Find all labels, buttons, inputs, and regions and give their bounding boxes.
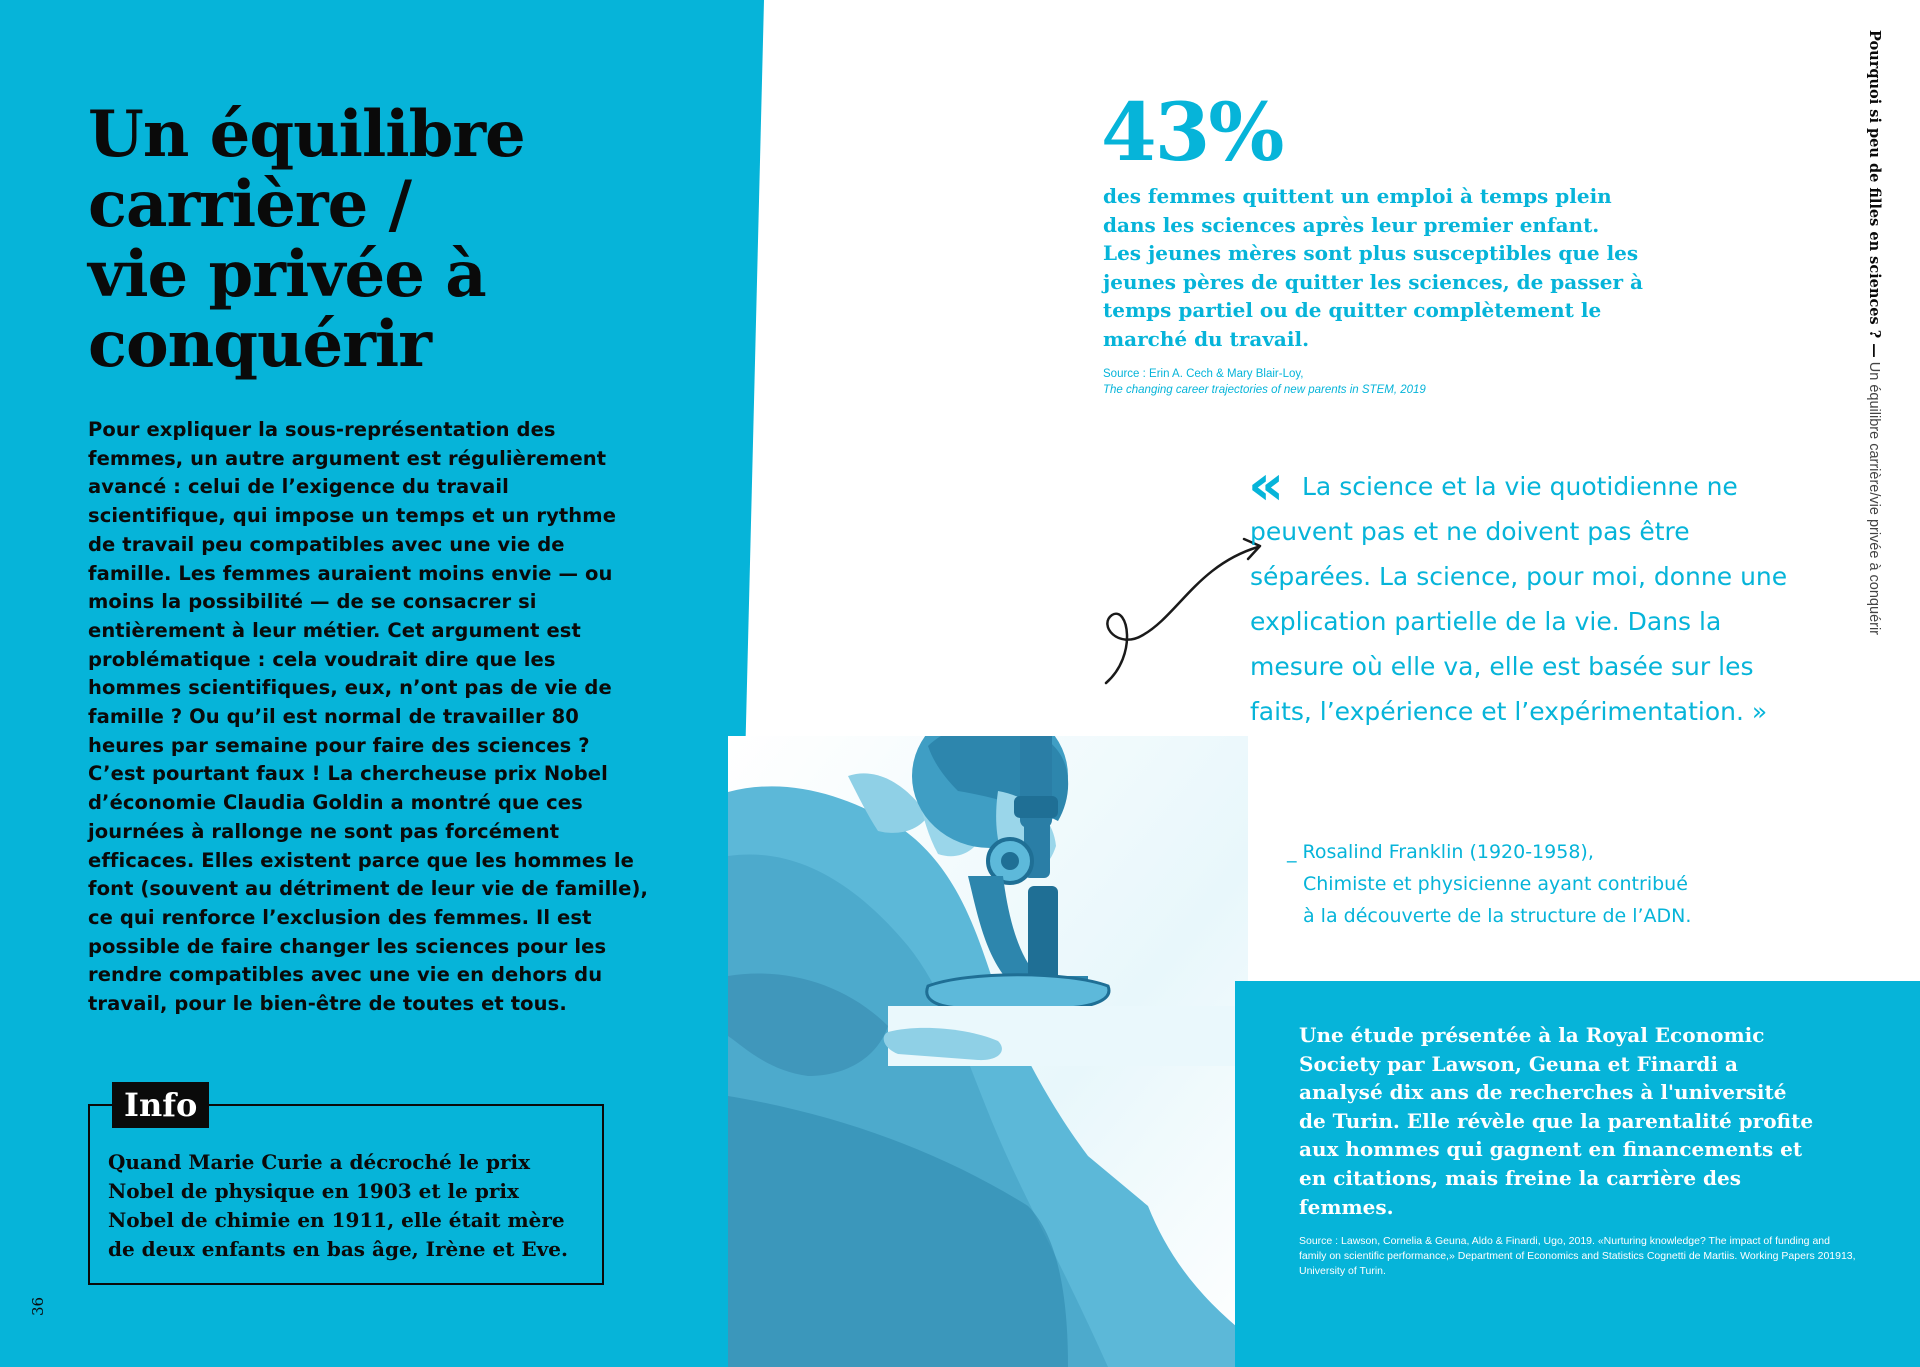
study-text: Une étude présentée à la Royal Economic Society par Lawson, Geuna et Finardi a analysé dix ans de recherches à l'université de Turin. Elle révèle que la parentalité profite aux hommes qui gagnent en financements et en citations, mais freine la carrière des femmes. bbox=[1299, 1023, 1814, 1219]
stat-source-title: The changing career trajectories of new parents in STEM, 2019 bbox=[1103, 384, 1426, 396]
title-line: conquérir bbox=[88, 307, 431, 382]
curly-arrow-icon bbox=[1098, 535, 1268, 685]
running-header-light: Un équilibre carrière/vie privée à conquérir bbox=[1866, 357, 1882, 636]
stat-source-line: Source : Erin A. Cech & Mary Blair-Loy, bbox=[1103, 368, 1304, 380]
quote-body: La science et la vie quotidienne ne peuvent pas et ne doivent pas être séparées. La science, pour moi, donne une explication partielle de la vie. Dans la mesure où elle va, elle est basée sur les faits, l’expérience et l’expérimentation. » bbox=[1250, 472, 1788, 726]
info-box bbox=[88, 1086, 604, 1285]
quote-author-role: Chimiste et physicienne ayant contribué bbox=[1303, 873, 1688, 895]
title-line: Un équilibre bbox=[88, 97, 525, 172]
quote-author-role: à la découverte de la structure de l’ADN. bbox=[1303, 905, 1692, 927]
quote-author bbox=[1287, 836, 1823, 932]
scientist-microscope-photo bbox=[728, 736, 1248, 1367]
info-label: Info bbox=[112, 1082, 209, 1128]
page-title bbox=[88, 97, 688, 382]
page-number: 36 bbox=[29, 1296, 47, 1316]
quote-open-mark: « bbox=[1248, 453, 1285, 518]
quote-author-name: _ Rosalind Franklin (1920-1958), bbox=[1287, 841, 1594, 863]
info-text: Quand Marie Curie a décroché le prix Nobel de physique en 1903 et le prix Nobel de chimie en 1911, elle était mère de deux enfants en bas âge, Irène et Eve. bbox=[108, 1150, 568, 1261]
body-paragraph: Pour expliquer la sous-représentation des femmes, un autre argument est régulièrement avancé : celui de l’exigence du travail scientifique, qui impose un temps et un rythme de travail peu compatibles avec une vie de famille. Les femmes auraient moins envie — ou moins la possibilité — de se consacrer si entièrement à leur métier. Cet argument est problématique : cela voudrait dire que les hommes scientifiques, eux, n’ont pas de vie de famille ? Ou qu’il est normal de travailler 80 heures par semaine pour faire des sciences ? C’est pourtant faux ! La chercheuse prix Nobel d’économie Claudia Goldin a montré que ces journées à rallonge ne sont pas forcément efficaces. Elles existent parce que les hommes le font (souvent au détriment de leur vie de famille), ce qui renforce l’exclusion des femmes. Il est possible de faire changer les sciences pour les rendre compatibles avec une vie en dehors du travail, pour le bien-être de toutes et tous. bbox=[88, 418, 648, 1016]
quote-text bbox=[1250, 464, 1810, 734]
study-box bbox=[1235, 981, 1920, 1367]
stat-source bbox=[1103, 366, 1426, 398]
stat-text: des femmes quittent un emploi à temps plein dans les sciences après leur premier enfant. Les jeunes mères sont plus susceptibles que les jeunes pères de quitter les sciences, de passer à temps partiel ou de quitter complètement le marché du travail. bbox=[1103, 184, 1643, 351]
study-source: Source : Lawson, Cornelia & Geuna, Aldo & Finardi, Ugo, 2019. «Nurturing knowledge? The impact of funding and family on scientific performance,» Department of Economics and Statistics Cognetti de Martiis. Working Papers 201913, University of Turin. bbox=[1299, 1235, 1856, 1277]
title-line: vie privée à bbox=[88, 237, 486, 312]
running-header-bold: Pourquoi si peu de filles en sciences ? — bbox=[1866, 30, 1883, 358]
stat-number: 43% bbox=[1101, 85, 1283, 179]
title-line: carrière / bbox=[88, 167, 411, 242]
running-header bbox=[1866, 30, 1883, 635]
